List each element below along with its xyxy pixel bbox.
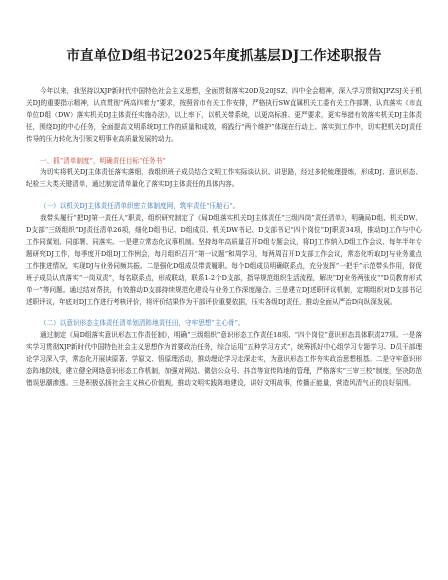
document-title: 市直单位D组书记2025年度抓基层DJ工作述职报告 <box>66 48 382 64</box>
subsection-2-body: 通过制定《局D组落实意识形态工作责任制》，明确“三级组织”意识形态工作责任18项、“四个岗位”意识形态具体职责27项。一是落实学习贯彻XJP新时代中国特色社会主义思想作为首要政治任务，综合运用“五种学习方式”，统筹抓好中心组学习专题学习、D员干部理论学习深入学，常态化开展读原著、学原文、悟原理活动，推动理论学习走深走实，为意识形态工作夯实政治思想根基。二是守牢意识形态阵地防线，建立健全网络意识形态工作机制，加强对网站、微信公众号、抖音等宣传阵地的管理，严格落实“三审三校”制度，坚决防范错误思潮渗透。三是积极弘扬社会主义核心价值观，推动文明实践阵地建设，讲好文明故事，传播正能量，营造风清气正的良好氛围。 <box>26 331 422 387</box>
subsection-1-heading: （一）以机关DJ主体责任清单织密立体制度网，筑牢责任“压舱石”。 <box>40 202 240 211</box>
intro-paragraph: 今年以来，我坚持以XJP新时代中国特色社会主义思想，全面贯彻落实20D及20JSZ、四中全会精神，深入学习贯彻XJPZSJ关于机关DJ的重要指示精神，认真贯彻“两高四着力”要求，按照省市有关工作安排，严格执行SW直属机关工委有关工作部署，认真落实《市直单位D组（DW）落实机关DJ主体责任实施办法》，以上率下，以机关带系统，以更高标准、更严要求，更实举措有效落实机关DJ主体责任，围绕DJ的中心任务，全面提高文明系统DJ工作的质量和成效，将践行“两个维护”体现在行动上、落实到工作中，切实把机关DJ责任传导的压力转化为引领文明事业高质量发展的动力。 <box>26 87 422 143</box>
document-body <box>26 86 422 390</box>
section-1-heading: 一、抓“清单制度”，明确责任目标“任务书” <box>40 156 166 165</box>
subsection-1-body: 我带头履行“把DJ第一责任人”职责，组织研究制定了《局D组落实机关DJ主体责任“三级四岗”责任清单》，明确局D组、机关DW、D支部“三级组织”DJ责任清单26项，细化D组书记、D组成员、机关DW书记、D支部书记“四个岗位”DJ职责34项，推动DJ工作与中心工作同谋划、同部署、同落实。一是建立常态化议事机制。坚持每年高质量召开D组专题会议，将DJ工作纳入D组工作会议、每年半年专题研究DJ工作，每季度开D组DJ工作例会，每月组织召开“第一议题”和周学习，每两周召开D支部工作会议，常态化听取DJ与业务重点工作推进情况，实现DJ与业务同频共振。二是强化D组成员带责履职。每个D组成员明确联系点，充分发挥“一把手”示范带头作用，督促班子成员认真落实“一岗双责”，每名联系点，形成联动，联系1-2个D支部，指导规范组织生活流程，解决“DJ业务两张皮”“D员教育形式单一”等问题。通过结对帮扶，有效推动D支部持续规范化建设与业务工作深度融合。三是建立DJ述职评议机制，定期组织对D支部书记述职评议，年底对DJ工作进行考核评价，将评价结果作为干部评价重要依据，压实各级DJ责任，推动全面从严治D向纵深发展。 <box>26 214 422 306</box>
subsection-2-heading: （二）以意识形态主体责任清单划清阵地责任田，守牢思想“主心骨”。 <box>40 319 245 328</box>
section-1-intro: 为切实将机关DJ主体责任落实落细，我组织班子成员结合文明工作实际谈认识、讲思路，经过多轮梳理提炼，形成DJ、意识形态、纪检三大类关键清单，通过制定清单量化了落实DJ主体责任的具体内容。 <box>26 168 422 189</box>
